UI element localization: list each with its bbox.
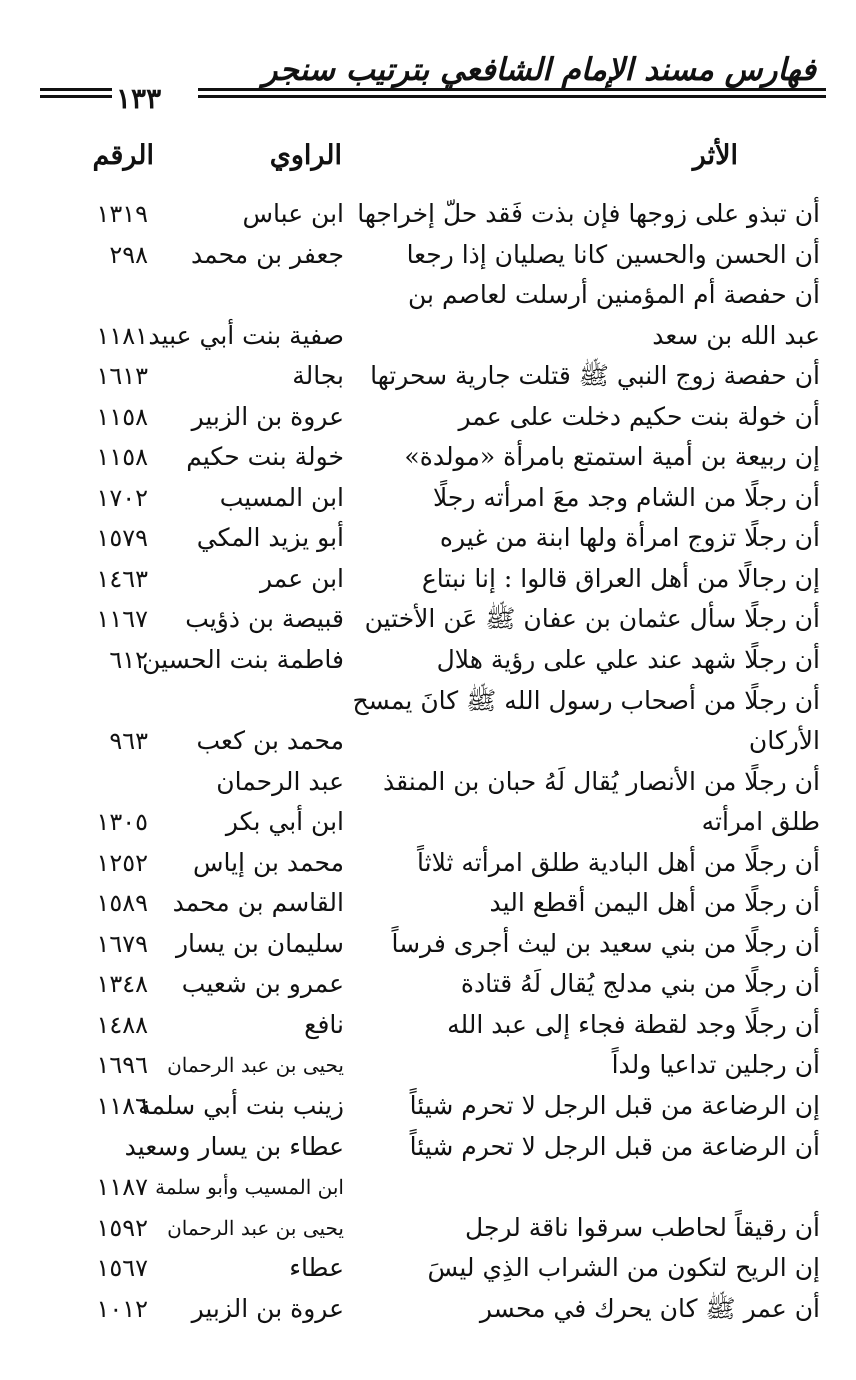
table-row: [0, 1128, 856, 1169]
number-cell: ٢٩٨: [109, 240, 148, 269]
number-cell: ١٥٧٩: [96, 524, 148, 553]
page-number: ١٣٣: [116, 82, 162, 115]
column-header-athar: الأثر: [692, 140, 738, 171]
rawi-cell: ابن عباس: [242, 199, 344, 228]
rawi-cell: يحيى بن عبد الرحمان: [167, 1053, 344, 1078]
table-row: [0, 884, 856, 925]
table-row: [0, 844, 856, 885]
rawi-cell: ابن المسيب: [219, 482, 344, 512]
table-row: [0, 317, 856, 358]
athar-cell: أن تبذو على زوجها فإن بذت فَقد حلّ إخراجها: [357, 199, 820, 228]
header-rule-right-top: [198, 88, 826, 91]
number-cell: ١٦٧٩: [96, 929, 148, 958]
table-row: [0, 519, 856, 560]
header-rule-right-bottom: [198, 95, 826, 98]
table-row: [0, 479, 856, 520]
rawi-cell: ابن أبي بكر: [225, 807, 344, 837]
number-cell: ١٦١٣: [96, 362, 148, 391]
table-row: [0, 763, 856, 804]
column-header-rawi: الراوي: [269, 140, 342, 171]
athar-cell: أن رجلًا من بني مدلج يُقال لَهُ قتادة: [460, 969, 820, 999]
number-cell: ١١٨٧: [96, 1173, 148, 1202]
athar-cell: أن عمر ﷺ كان يحرك في محسر: [479, 1293, 820, 1323]
rawi-cell: القاسم بن محمد: [172, 888, 344, 918]
number-cell: ١١٨١: [96, 321, 148, 350]
number-cell: ١١٦٧: [96, 605, 148, 634]
athar-cell: أن الحسن والحسين كانا يصليان إذا رجعا: [406, 239, 820, 269]
athar-cell: أن رجلًا من أهل البادية طلق امرأته ثلاثاً: [417, 847, 820, 877]
table-row: [0, 1209, 856, 1250]
athar-cell: أن رجلًا وجد لقطة فجاء إلى عبد الله: [447, 1009, 820, 1039]
athar-cell: أن رجلًا من الأنصار يُقال لَهُ حبان بن المنقذ: [383, 766, 820, 796]
number-cell: ١١٥٨: [96, 402, 148, 431]
rawi-cell: عبد الرحمان: [216, 766, 344, 796]
athar-cell: أن رجلًا من بني سعيد بن ليث أجرى فرساً: [391, 928, 820, 958]
table-row: [0, 1046, 856, 1087]
table-row: [0, 1249, 856, 1290]
rawi-cell: ابن المسيب وأبو سلمة: [155, 1175, 344, 1200]
rawi-cell: فاطمة بنت الحسين: [142, 645, 344, 675]
athar-cell: طلق امرأته: [701, 807, 820, 837]
athar-cell: عبد الله بن سعد: [652, 320, 820, 350]
rawi-cell: سليمان بن يسار: [175, 928, 344, 958]
athar-cell: إن الريح لتكون من الشراب الذِي ليسَ: [427, 1253, 820, 1283]
number-cell: ١٣١٩: [96, 200, 148, 228]
table-row: [0, 682, 856, 723]
rawi-cell: ابن عمر: [259, 563, 344, 593]
index-table: [0, 195, 856, 1330]
table-row: [0, 803, 856, 844]
rawi-cell: عروة بن الزبير: [191, 1293, 344, 1323]
athar-cell: إن ربيعة بن أمية استمتع بامرأة «مولدة»: [404, 442, 820, 472]
table-row: [0, 722, 856, 763]
rawi-cell: محمد بن كعب: [196, 726, 344, 756]
column-header-raqm: الرقم: [92, 140, 154, 171]
number-cell: ٩٦٣: [109, 727, 148, 756]
rawi-cell: نافع: [304, 1009, 344, 1039]
number-cell: ١٠١٢: [96, 1294, 148, 1323]
athar-cell: أن رقيقاً لحاطب سرقوا ناقة لرجل: [465, 1212, 820, 1242]
rawi-cell: عروة بن الزبير: [191, 401, 344, 431]
table-row: [0, 276, 856, 317]
rawi-cell: زينب بنت أبي سلمة: [138, 1091, 344, 1121]
header-rule-left-bottom: [40, 95, 112, 98]
table-row: [0, 1168, 856, 1209]
athar-cell: الأركان: [748, 726, 820, 756]
rawi-cell: قبيصة بن ذؤيب: [185, 604, 344, 634]
number-cell: ١٦٩٦: [96, 1051, 148, 1080]
header-rule-left-top: [40, 88, 112, 91]
table-row: [0, 195, 856, 236]
number-cell: ١٥٩٢: [96, 1213, 148, 1242]
rawi-cell: عطاء: [289, 1253, 344, 1283]
athar-cell: أن رجلين تداعيا ولداً: [611, 1050, 820, 1080]
number-cell: ١١٨٦: [96, 1092, 148, 1121]
athar-cell: أن رجلًا من الشام وجد معَ امرأته رجلًا: [433, 482, 820, 512]
table-row: [0, 1290, 856, 1331]
number-cell: ١٧٠٢: [96, 483, 148, 512]
athar-cell: أن رجلًا تزوج امرأة ولها ابنة من غيره: [439, 523, 820, 553]
table-row: [0, 560, 856, 601]
rawi-cell: صفية بنت أبي عبيد: [148, 320, 344, 350]
table-row: [0, 965, 856, 1006]
athar-cell: أن الرضاعة من قبل الرجل لا تحرم شيئاً: [409, 1131, 820, 1161]
number-cell: ١٥٦٧: [96, 1254, 148, 1283]
table-row: [0, 357, 856, 398]
rawi-cell: محمد بن إياس: [192, 847, 344, 877]
athar-cell: إن الرضاعة من قبل الرجل لا تحرم شيئاً: [409, 1091, 820, 1121]
number-cell: ٦١٢: [109, 646, 148, 675]
number-cell: ١٥٨٩: [96, 889, 148, 918]
athar-cell: أن رجلًا سأل عثمان بن عفان ﷺ عَن الأختين: [364, 604, 820, 634]
table-row: [0, 1006, 856, 1047]
athar-cell: أن خولة بنت حكيم دخلت على عمر: [458, 401, 820, 431]
table-row: [0, 438, 856, 479]
athar-cell: أن حفصة زوج النبي ﷺ قتلت جارية سحرتها: [370, 361, 820, 391]
athar-cell: إن رجالًا من أهل العراق قالوا : إنا نبتاع: [421, 563, 820, 593]
rawi-cell: عطاء بن يسار وسعيد: [124, 1131, 344, 1161]
athar-cell: أن حفصة أم المؤمنين أرسلت لعاصم بن: [408, 280, 820, 310]
rawi-cell: خولة بنت حكيم: [186, 442, 344, 472]
number-cell: ١٢٥٢: [96, 848, 148, 877]
rawi-cell: يحيى بن عبد الرحمان: [167, 1215, 344, 1240]
number-cell: ١١٥٨: [96, 443, 148, 472]
number-cell: ١٤٦٣: [96, 564, 148, 593]
running-title: فهارس مسند الإمام الشافعي بترتيب سنجر: [262, 52, 816, 88]
athar-cell: أن رجلًا من أصحاب رسول الله ﷺ كانَ يمسح: [352, 685, 820, 715]
page-header: [40, 48, 830, 115]
table-row: [0, 236, 856, 277]
rawi-cell: بجالة: [292, 361, 344, 391]
athar-cell: أن رجلًا شهد عند علي على رؤية هلال: [436, 645, 820, 675]
table-row: [0, 600, 856, 641]
number-cell: ١٣٠٥: [96, 808, 148, 837]
rawi-cell: جعفر بن محمد: [191, 239, 344, 269]
table-row: [0, 641, 856, 682]
table-row: [0, 1087, 856, 1128]
number-cell: ١٤٨٨: [96, 1010, 148, 1039]
number-cell: ١٣٤٨: [96, 970, 148, 999]
rawi-cell: عمرو بن شعيب: [181, 969, 344, 999]
rawi-cell: أبو يزيد المكي: [196, 523, 344, 553]
athar-cell: أن رجلًا من أهل اليمن أقطع اليد: [489, 888, 820, 918]
table-row: [0, 925, 856, 966]
table-row: [0, 398, 856, 439]
